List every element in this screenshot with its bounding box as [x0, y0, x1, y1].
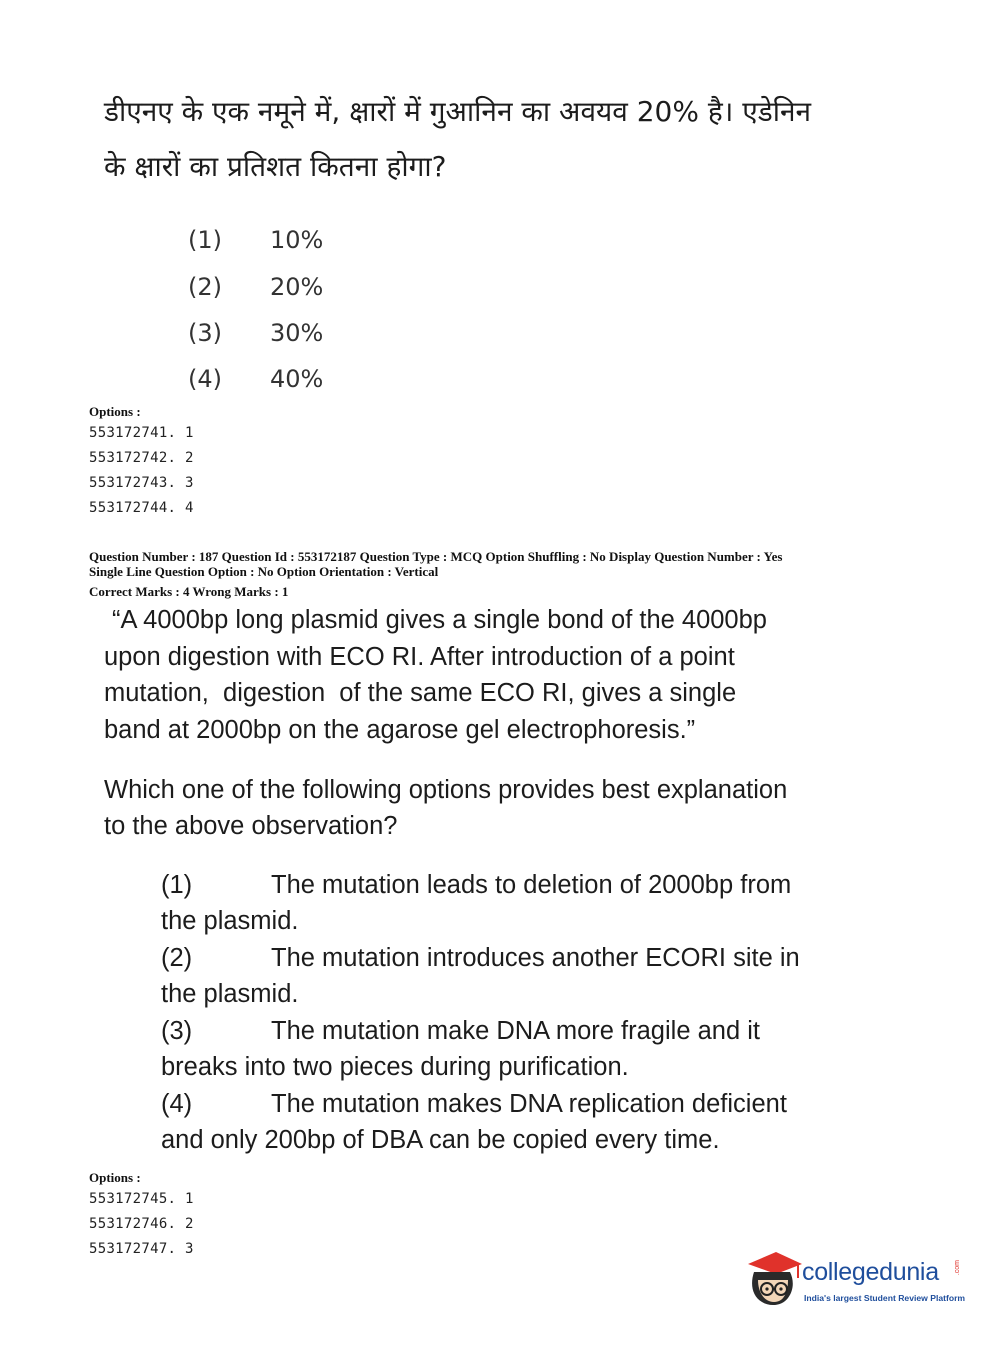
option-id: 553172746. 2 — [89, 1216, 194, 1232]
question-1-option — [188, 273, 388, 303]
option-number: (4) — [161, 1090, 193, 1118]
logo-wordmark: collegedunia — [802, 1258, 939, 1286]
option-number: (1) — [188, 226, 222, 254]
option-id: 553172742. 2 — [89, 450, 194, 466]
question-2-quote-line: “A 4000bp long plasmid gives a single bond of the 4000bp — [112, 606, 767, 634]
mascot-icon — [742, 1250, 804, 1312]
option-number: (1) — [161, 871, 193, 899]
question-2-option — [161, 940, 800, 977]
option-text: The mutation leads to deletion of 2000bp from — [271, 871, 792, 899]
option-number: (2) — [161, 944, 193, 972]
question-2-option — [161, 867, 791, 904]
option-text-continuation: breaks into two pieces during purification. — [161, 1053, 629, 1081]
question-1-option — [188, 365, 388, 395]
option-text: The mutation introduces another ECORI site in — [271, 944, 800, 972]
question-2-quote-line: band at 2000bp on the agarose gel electrophoresis.” — [104, 716, 696, 744]
question-2-prompt-line: to the above observation? — [104, 812, 398, 840]
question-2-quote-line: upon digestion with ECO RI. After introduction of a point — [104, 643, 735, 671]
option-value: 10% — [270, 226, 324, 254]
option-number: (3) — [188, 319, 222, 347]
option-id: 553172744. 4 — [89, 500, 194, 516]
option-text: The mutation makes DNA replication deficient — [271, 1090, 787, 1118]
question-2-prompt-line: Which one of the following options provides best explanation — [104, 776, 788, 804]
option-number: (3) — [161, 1017, 193, 1045]
option-id: 553172743. 3 — [89, 475, 194, 491]
question-1-text-line-2: के क्षारों का प्रतिशत कितना होगा? — [104, 150, 447, 183]
option-id: 553172747. 3 — [89, 1241, 194, 1257]
logo-tagline: India's largest Student Review Platform — [804, 1293, 966, 1303]
option-text-continuation: and only 200bp of DBA can be copied every time. — [161, 1126, 720, 1154]
logo-domain-suffix: .com — [954, 1260, 961, 1276]
option-value: 40% — [270, 365, 324, 393]
question-1-text-line-1: डीएनए के एक नमूने में, क्षारों में गुआनिन का अवयव 20% है। एडेनिन — [104, 95, 812, 128]
question-meta-line-2: Single Line Question Option : No Option Orientation : Vertical — [89, 564, 439, 579]
option-id: 553172741. 1 — [89, 425, 194, 441]
option-number: (4) — [188, 365, 222, 393]
collegedunia-logo — [742, 1250, 972, 1320]
option-number: (2) — [188, 273, 222, 301]
question-marks: Correct Marks : 4 Wrong Marks : 1 — [89, 584, 289, 599]
question-2-quote-line: mutation, digestion of the same ECO RI, gives a single — [104, 679, 737, 707]
option-text-continuation: the plasmid. — [161, 907, 299, 935]
option-text: The mutation make DNA more fragile and it — [271, 1017, 760, 1045]
options-label: Options : — [89, 1170, 141, 1185]
question-2-option — [161, 1013, 760, 1050]
option-id: 553172745. 1 — [89, 1191, 194, 1207]
question-1-option — [188, 319, 388, 349]
options-label: Options : — [89, 404, 141, 419]
question-1-option — [188, 226, 388, 256]
option-value: 30% — [270, 319, 324, 347]
question-2-option — [161, 1086, 787, 1123]
option-text-continuation: the plasmid. — [161, 980, 299, 1008]
question-meta-line-1: Question Number : 187 Question Id : 553172187 Question Type : MCQ Option Shuffling : No Display Question Number : Yes — [89, 549, 783, 564]
option-value: 20% — [270, 273, 324, 301]
